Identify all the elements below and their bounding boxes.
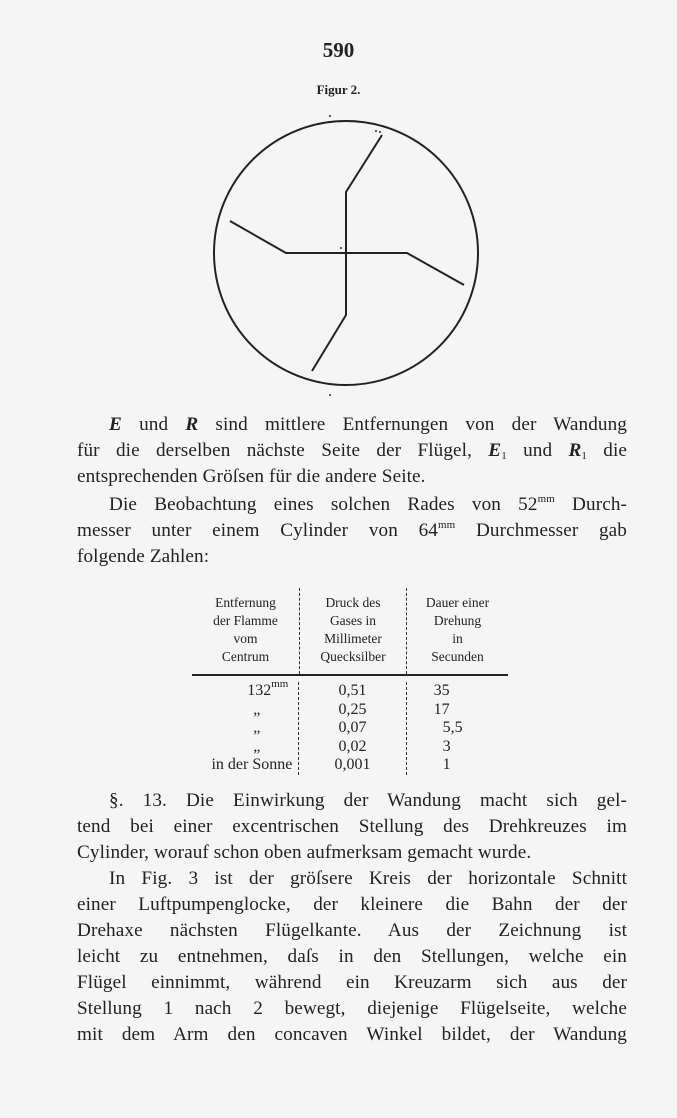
header-line: Dauer einer bbox=[425, 595, 490, 610]
column-entfernung bbox=[192, 678, 298, 775]
unit-superscript: mm bbox=[271, 678, 289, 690]
text-line: Stellung 1 nach 2 bewegt, diejenige Flügelseite, welche bbox=[77, 998, 627, 1019]
symbol-E1: E bbox=[488, 440, 502, 461]
text-span: und bbox=[121, 414, 186, 435]
header-line: in bbox=[452, 631, 463, 646]
figure-2-drehkreuz bbox=[200, 110, 490, 400]
header-line: Millimeter bbox=[324, 631, 382, 646]
speck bbox=[340, 247, 342, 249]
table-cell bbox=[192, 678, 292, 701]
table-cell: 35 bbox=[433, 682, 450, 699]
vane-arm-left bbox=[230, 221, 346, 253]
text-line: Cylinder, worauf schon oben aufmerksam gemacht wurde. bbox=[77, 842, 532, 863]
header-line: Druck des bbox=[325, 595, 381, 610]
data-table bbox=[192, 588, 508, 775]
text-line: mit dem Arm den concaven Winkel bildet, der Wandung bbox=[77, 1024, 627, 1045]
speck bbox=[329, 115, 331, 117]
text-line: In Fig. 3 ist der gröſsere Kreis der horizontale Schnitt bbox=[109, 868, 627, 889]
text-line: Drehaxe nächsten Flügelkante. Aus der Zeichnung ist bbox=[77, 920, 627, 941]
header-line: Drehung bbox=[433, 613, 482, 628]
table-cell: 0,001 bbox=[334, 756, 371, 773]
table-cell: 0,02 bbox=[338, 737, 367, 755]
text-line bbox=[77, 544, 627, 570]
header-druck bbox=[299, 588, 406, 674]
text-span: und bbox=[506, 440, 569, 461]
text-span: sind mittlere Entfernungen von der Wandung bbox=[198, 414, 628, 435]
figure-caption: Figur 2. bbox=[316, 82, 361, 97]
page-number: 590 bbox=[322, 38, 355, 62]
symbol-R: R bbox=[185, 414, 199, 435]
column-dauer bbox=[406, 682, 508, 775]
table-cell: „ bbox=[253, 737, 261, 755]
vane-arm-top bbox=[346, 135, 382, 253]
text-line: Flügel einnimmt, während ein Kreuzarm sich aus der bbox=[77, 972, 627, 993]
subscript: 1 bbox=[581, 450, 587, 462]
header-line: der Flamme bbox=[213, 613, 278, 628]
cell-value: 132 bbox=[247, 682, 272, 699]
table-cell: 1 bbox=[442, 756, 451, 773]
text-span: Die Beobachtung eines solchen Rades von 52 bbox=[109, 494, 538, 515]
table-header bbox=[192, 588, 508, 674]
text-line bbox=[77, 412, 627, 438]
speck bbox=[379, 131, 381, 133]
speck bbox=[329, 394, 331, 396]
table-body bbox=[192, 676, 508, 775]
header-dauer bbox=[406, 588, 508, 674]
column-druck bbox=[298, 682, 405, 775]
table-cell: „ bbox=[253, 719, 261, 736]
header-line: vom bbox=[233, 631, 258, 646]
table-cell: 0,25 bbox=[338, 700, 367, 718]
speck bbox=[375, 130, 377, 132]
paragraph-1 bbox=[77, 412, 627, 490]
text-span: entsprechenden Gröſsen für die andere Seite. bbox=[77, 466, 426, 487]
header-line: Entfernung bbox=[215, 595, 276, 610]
text-span: die bbox=[586, 440, 627, 461]
text-line: einer Luftpumpenglocke, der kleinere die Bahn der der bbox=[77, 894, 627, 915]
text-span: messer unter einem Cylinder von 64 bbox=[77, 520, 438, 541]
text-line bbox=[77, 518, 627, 544]
header-line: Centrum bbox=[221, 649, 270, 664]
text-line: §. 13. Die Einwirkung der Wandung macht sich gel- bbox=[109, 790, 627, 811]
header-line: Quecksilber bbox=[320, 649, 386, 664]
symbol-R1: R bbox=[568, 440, 582, 461]
text-line: tend bei einer excentrischen Stellung des Drehkreuzes im bbox=[77, 816, 627, 837]
vane-arm-bottom bbox=[312, 253, 346, 371]
paragraph-2 bbox=[77, 492, 627, 570]
table-cell: 0,51 bbox=[338, 682, 367, 699]
table-cell: 0,07 bbox=[338, 719, 367, 736]
text-line bbox=[77, 464, 627, 490]
header-entfernung bbox=[192, 588, 299, 674]
table-cell: 17 bbox=[433, 700, 450, 718]
symbol-E: E bbox=[109, 414, 122, 435]
text-span: Durchmesser gab bbox=[455, 520, 627, 541]
table-cell: 3 bbox=[442, 737, 451, 755]
header-line: Secunden bbox=[431, 649, 484, 664]
text-line bbox=[77, 438, 627, 464]
text-line bbox=[77, 492, 627, 518]
header-line: Gases in bbox=[329, 613, 377, 628]
text-span: für die derselben nächste Seite der Flügel, bbox=[77, 440, 489, 461]
vane-arm-right bbox=[346, 253, 464, 285]
subscript: 1 bbox=[501, 450, 507, 462]
section-13 bbox=[77, 788, 627, 1048]
table-cell: in der Sonne bbox=[211, 756, 293, 773]
text-line: leicht zu entnehmen, daſs in den Stellungen, welche ein bbox=[77, 946, 627, 967]
unit-superscript: mm bbox=[437, 519, 456, 531]
unit-superscript: mm bbox=[537, 493, 555, 505]
table-cell: „ bbox=[253, 700, 261, 718]
text-span: folgende Zahlen: bbox=[77, 546, 210, 567]
text-span: Durch- bbox=[554, 494, 627, 515]
table-cell: 5,5 bbox=[442, 719, 463, 736]
